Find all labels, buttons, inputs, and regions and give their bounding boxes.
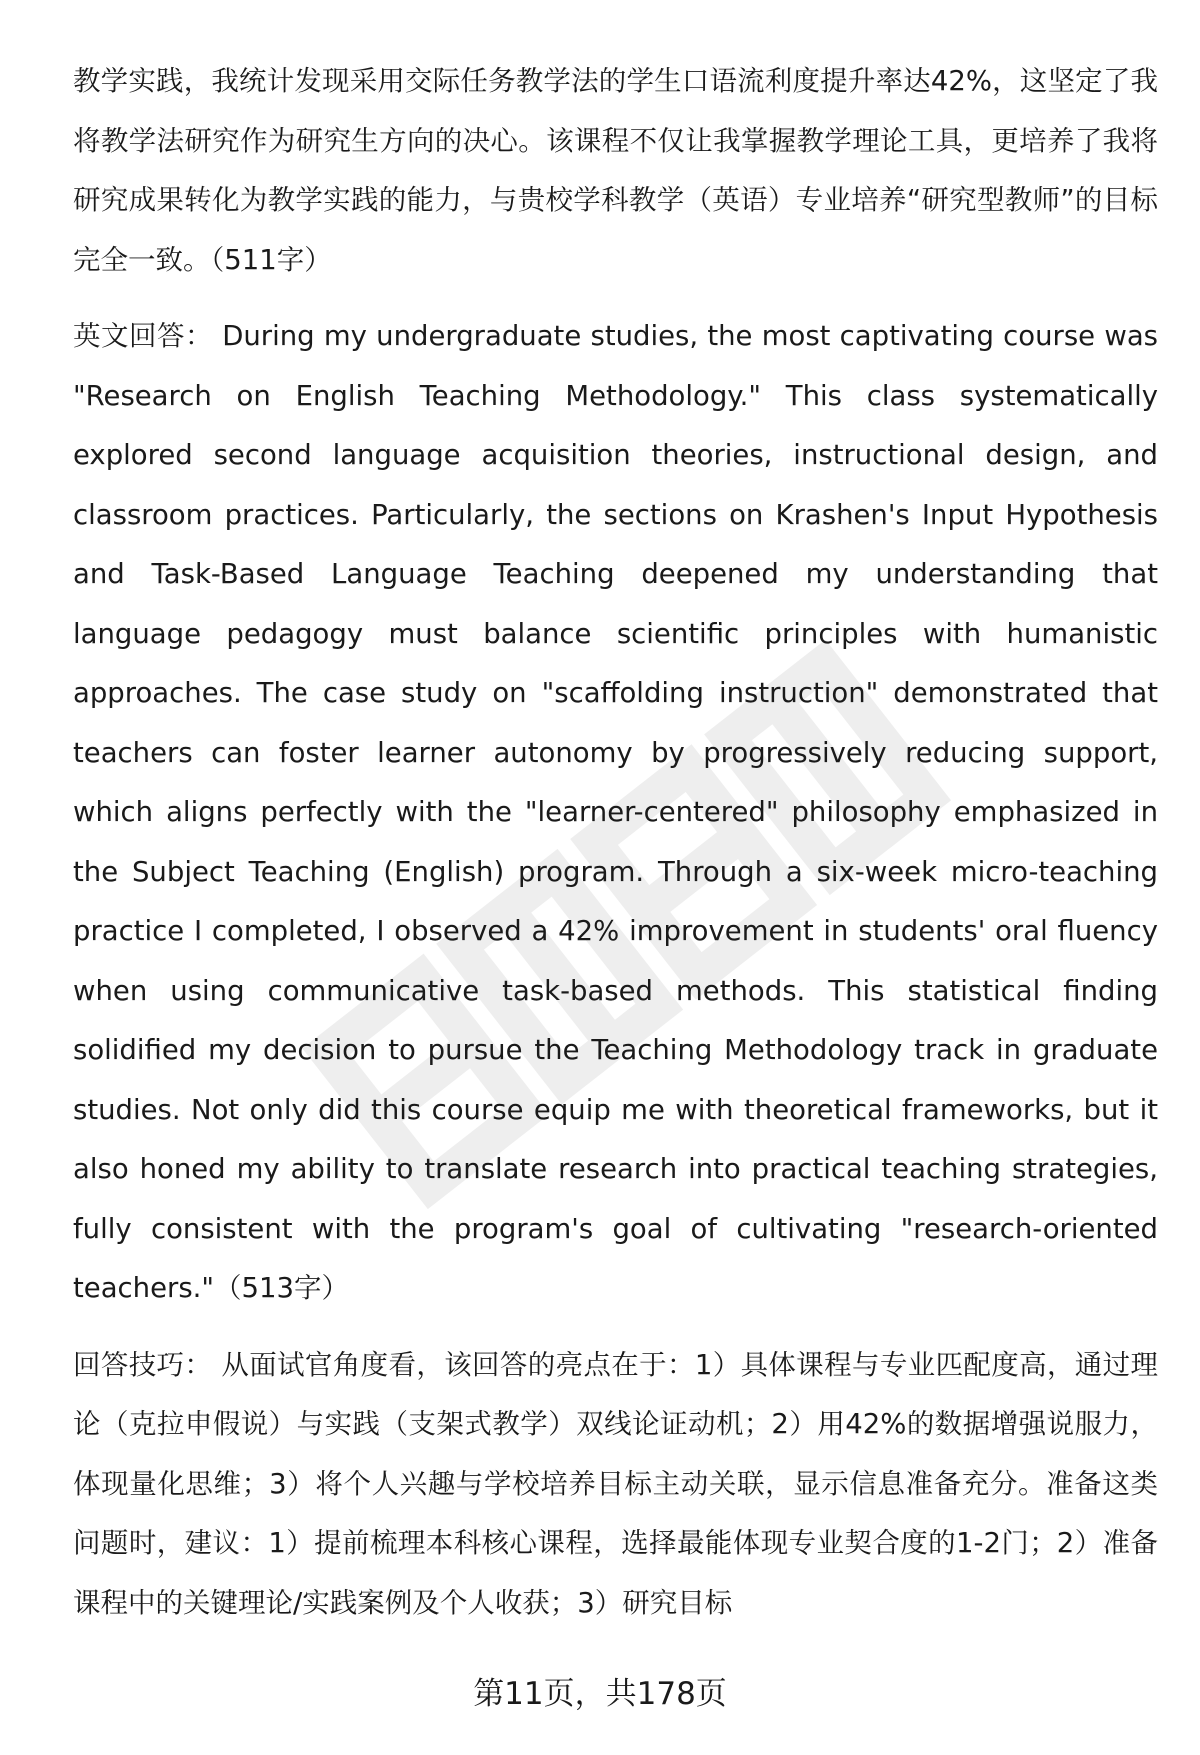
page-number-footer: 第11页，共178页 xyxy=(473,1676,727,1712)
paragraph-english-answer xyxy=(73,307,1158,1319)
answer-tips-label: 回答技巧： xyxy=(73,1348,213,1381)
paragraph-answer-tips xyxy=(73,1336,1158,1634)
chinese-answer-text: 教学实践，我统计发现采用交际任务教学法的学生口语流利度提升率达42%，这坚定了我将教学法研究作为研究生方向的决心。该课程不仅让我掌握教学理论工具，更培养了我将研究成果转化为教学实践的能力，与贵校学科教学（英语）专业培养“研究型教师”的目标完全一致。（511字） xyxy=(73,65,1158,276)
english-answer-text: During my undergraduate studies, the most captivating course was "Research on English Teaching Methodology." This class systematically explored second language acquisition theories, instructional design, and classroom practices. Particularly, the sections on Krashen's Input Hypothesis and Task-Based Language Teaching deepened my understanding that language pedagogy must balance scientific principles with humanistic approaches. The case study on "scaffolding instruction" demonstrated that teachers can foster learner autonomy by progressively reducing support, which aligns perfectly with the "learner-centered" philosophy emphasized in the Subject Teaching (English) program. Through a six-week micro-teaching practice I completed, I observed a 42% improvement in students' oral fluency when using communicative task-based methods. This statistical finding solidified my decision to pursue the Teaching Methodology track in graduate studies. Not only did this course equip me with theoretical frameworks, but it also honed my ability to translate research into practical teaching strategies, fully consistent with the program's goal of cultivating "research-oriented teachers."（513字） xyxy=(73,320,1158,1304)
paragraph-chinese-answer-ending xyxy=(73,52,1158,290)
english-answer-label: 英文回答： xyxy=(73,320,213,352)
answer-tips-text: 从面试官角度看，该回答的亮点在于：1）具体课程与专业匹配度高，通过理论（克拉申假说）与实践（支架式教学）双线论证动机；2）用42%的数据增强说服力，体现量化思维；3）将个人兴趣与学校培养目标主动关联，显示信息准备充分。准备这类问题时，建议：1）提前梳理本科核心课程，选择最能体现专业契合度的1-2门；2）准备课程中的关键理论/实践案例及个人收获；3）研究目标 xyxy=(73,1348,1159,1619)
document-body xyxy=(73,52,1158,1650)
